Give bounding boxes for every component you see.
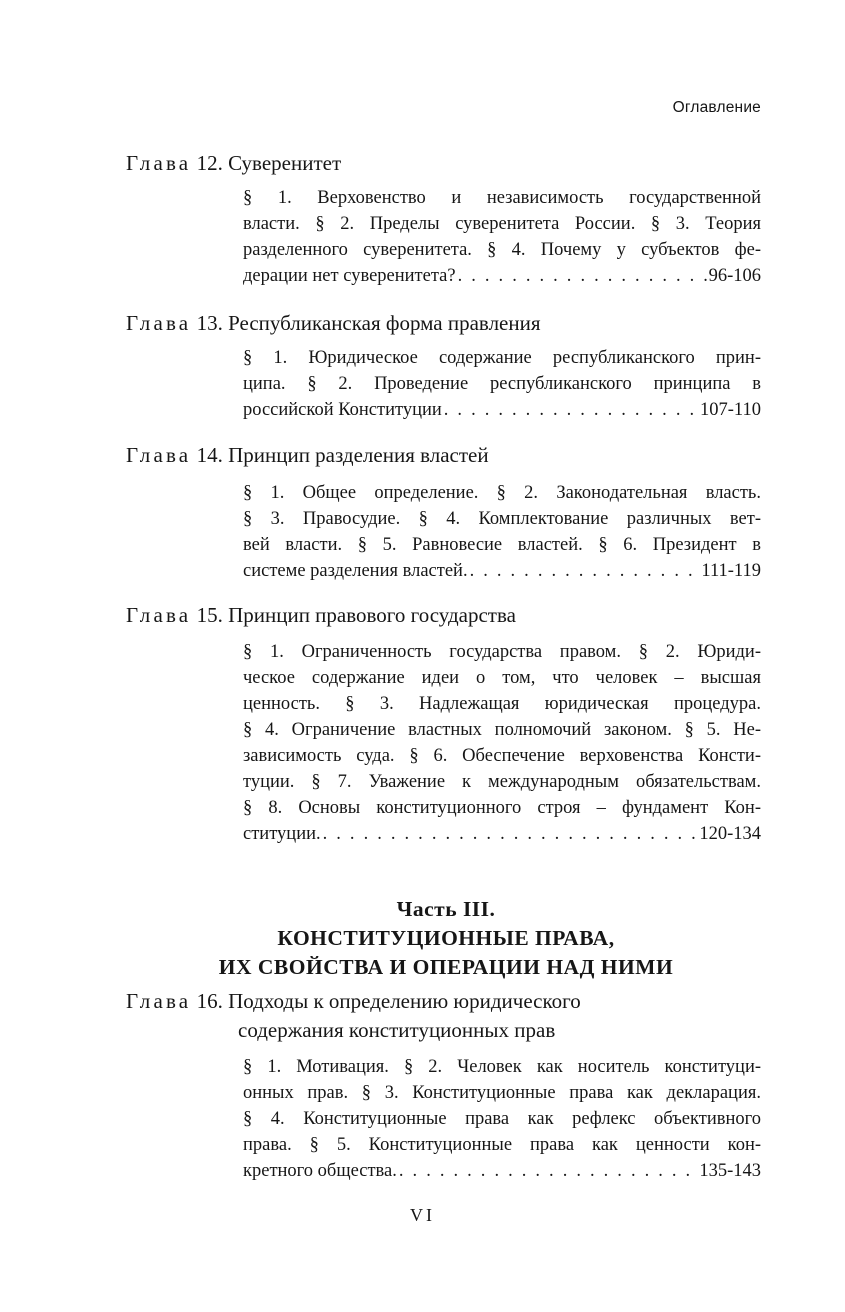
chapter-title-text: Республиканская форма правления [228, 311, 541, 335]
chapter-label: Глава [126, 603, 192, 627]
chapter-label: Глава [126, 443, 192, 467]
contents-line: онных прав. § 3. Конституционные права как декларация. [243, 1083, 761, 1103]
contents-line: разделенного суверенитета. § 4. Почему у субъектов фе- [243, 240, 761, 260]
contents-line: власти. § 2. Пределы суверенитета России. § 3. Теория [243, 214, 761, 234]
running-head: Оглавление [672, 99, 761, 116]
page-number: VI [410, 1205, 435, 1225]
page-range: 120-134 [699, 824, 761, 844]
contents-last-line [243, 558, 761, 584]
chapter-label: Глава [126, 311, 192, 335]
chapter-number: 12. [196, 151, 223, 175]
part-number: Часть III. [396, 897, 496, 921]
chapter-14-title [126, 441, 766, 470]
contents-last-line [243, 263, 761, 289]
chapter-15-title [126, 601, 766, 630]
chapter-label: Глава [126, 151, 192, 175]
chapter-16-title [126, 987, 766, 1045]
page-range: 107-110 [700, 400, 761, 420]
chapter-title-text: содержания конституционных прав [238, 1018, 556, 1042]
chapter-12-title [126, 149, 766, 178]
chapter-12-contents [243, 185, 761, 289]
contents-line: ципа. § 2. Проведение республиканского принципа в [243, 374, 761, 394]
chapter-16-contents [243, 1054, 761, 1184]
part-title-line: ИХ СВОЙСТВА И ОПЕРАЦИИ НАД НИМИ [218, 955, 674, 979]
dot-leader [399, 1158, 697, 1184]
page-range: 96-106 [708, 266, 761, 286]
chapter-number: 14. [196, 443, 223, 467]
contents-line: § 1. Мотивация. § 2. Человек как носитель конституци- [243, 1057, 761, 1077]
contents-line: зависимость суда. § 6. Обеспечение верховенства Консти- [243, 746, 761, 766]
chapter-title-text: Принцип разделения властей [228, 443, 489, 467]
contents-line: § 1. Юридическое содержание республиканского прин- [243, 348, 761, 368]
contents-line: § 3. Правосудие. § 4. Комплектование различных вет- [243, 509, 761, 529]
contents-line: вей власти. § 5. Равновесие властей. § 6. Президент в [243, 535, 761, 555]
chapter-14-contents [243, 480, 761, 584]
contents-line: дерации нет суверенитета? [243, 266, 456, 286]
contents-line: § 8. Основы конституционного строя – фундамент Кон- [243, 798, 761, 818]
contents-last-line [243, 397, 761, 423]
chapter-13-title [126, 309, 766, 338]
chapter-label: Глава [126, 989, 192, 1013]
part-heading [126, 895, 766, 982]
contents-line: ческое содержание идеи о том, что человек – высшая [243, 668, 761, 688]
chapter-number: 13. [196, 311, 223, 335]
contents-line: § 1. Общее определение. § 2. Законодательная власть. [243, 483, 761, 503]
contents-line: ституции. [243, 824, 321, 844]
chapter-15-contents [243, 639, 761, 847]
contents-line: системе разделения властей. [243, 561, 468, 581]
contents-line: § 4. Конституционные права как рефлекс объективного [243, 1109, 761, 1129]
contents-line: туции. § 7. Уважение к международным обязательствам. [243, 772, 761, 792]
page-range: 135-143 [699, 1161, 761, 1181]
contents-line: § 1. Верховенство и независимость государственной [243, 188, 761, 208]
part-title-line: КОНСТИТУЦИОННЫЕ ПРАВА, [277, 926, 615, 950]
chapter-title-text: Суверенитет [228, 151, 342, 175]
chapter-title-text: Принцип правового государства [228, 603, 516, 627]
dot-leader [470, 558, 700, 584]
contents-line: права. § 5. Конституционные права как ценности кон- [243, 1135, 761, 1155]
contents-line: кретного общества. [243, 1161, 397, 1181]
chapter-number: 16. [196, 989, 223, 1013]
chapter-title-text: Подходы к определению юридического [228, 989, 581, 1013]
contents-last-line [243, 1158, 761, 1184]
contents-line: ценность. § 3. Надлежащая юридическая процедура. [243, 694, 761, 714]
contents-line: § 4. Ограничение властных полномочий законом. § 5. Не- [243, 720, 761, 740]
dot-leader [458, 263, 707, 289]
contents-line: § 1. Ограниченность государства правом. § 2. Юриди- [243, 642, 761, 662]
contents-last-line [243, 821, 761, 847]
chapter-number: 15. [196, 603, 223, 627]
page-range: 111-119 [701, 561, 761, 581]
chapter-13-contents [243, 345, 761, 423]
dot-leader [444, 397, 698, 423]
dot-leader [323, 821, 698, 847]
contents-line: российской Конституции [243, 400, 442, 420]
